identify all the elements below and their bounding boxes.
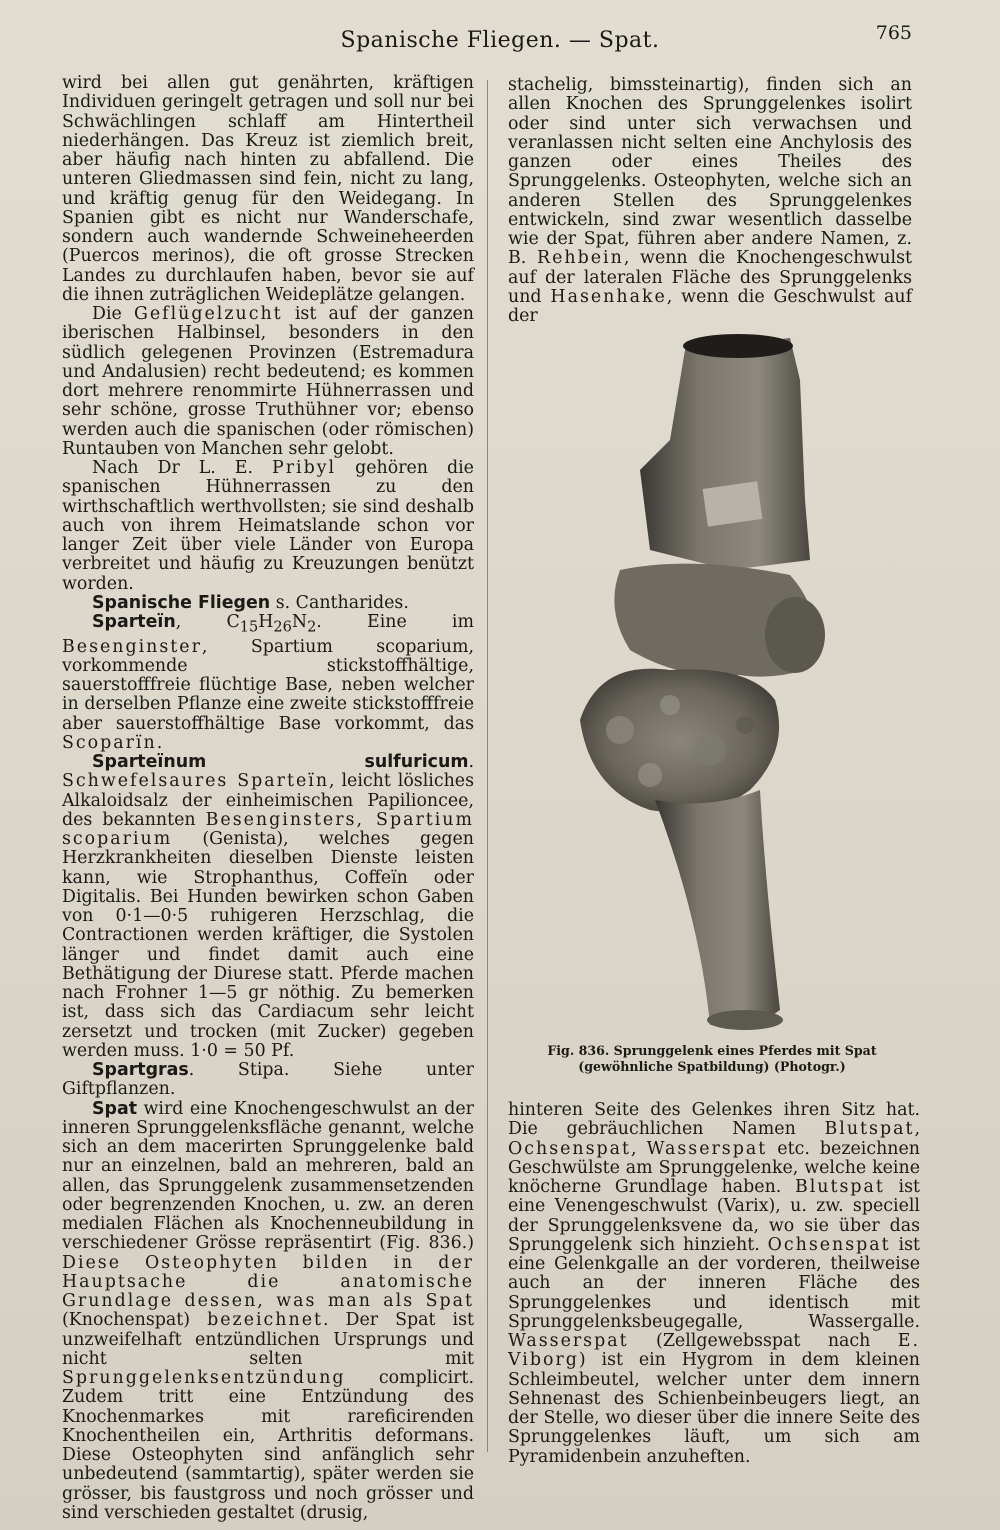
entry-text: (Knochenspat) (62, 1310, 208, 1331)
spaced-term: bezeichnet (207, 1310, 323, 1331)
right-column-top (508, 76, 912, 326)
entry-text: . Eine im (316, 612, 474, 632)
bone-upper (640, 338, 810, 570)
text: , (631, 1138, 647, 1159)
paragraph (508, 1101, 920, 1467)
paragraph (508, 76, 912, 326)
formula-subscript: 26 (273, 619, 292, 636)
lexicon-entry (62, 594, 474, 613)
entry-headword: Spartgras (92, 1060, 189, 1081)
entry-text: . (156, 732, 163, 753)
text: , (914, 1119, 920, 1140)
entry-text: s. Cantharides. (270, 592, 409, 613)
entry-text: . (468, 752, 474, 773)
bone-label (703, 481, 763, 526)
entry-headword: Spanische Fliegen (92, 592, 271, 613)
text: hinteren Seite des Gelenkes ihren Sitz hat. Die gebräuchlichen Namen (508, 1100, 920, 1140)
figure-caption: Fig. 836. Sprunggelenk eines Pferdes mit Spat (gewöhnliche Spatbildung) (Photogr.) (547, 1043, 877, 1074)
spaced-term: Geflügelzucht (134, 304, 283, 324)
spaced-term: Diese Osteophyten bilden in der Hauptsache die anatomische Grundlage dessen, was man als Spat (62, 1252, 474, 1312)
spaced-term: Besenginster (62, 636, 202, 657)
column-divider (487, 80, 488, 1452)
spaced-term: Sprunggelenksentzündung (62, 1368, 346, 1389)
spaced-term: Scoparïn (62, 732, 157, 753)
entry-text: , Spartium scoparium, vorkommende stickstoffhältige, sauerstofffreie flüchtige Base, neben welcher in derselben Pflanze eine zweite stickstofffreie aber sauerstoffhältige Base vorkommt, das (62, 636, 474, 734)
lexicon-entry (62, 1061, 474, 1100)
lexicon-entry (62, 1100, 474, 1524)
text: gehören die spanischen Hühnerrassen zu den wirthschaftlich werthvollsten; sie sind deshalb auch von ihrem Heimatslande schon vor langer Zeit über viele Länder von Europa verbreitet und häufig zu Kreuzungen benützt worden. (62, 458, 474, 594)
entry-headword: Spat (92, 1098, 138, 1119)
right-column-bottom (508, 1101, 920, 1467)
spaced-term: E. Viborg (508, 1331, 920, 1371)
page-header (0, 22, 1000, 58)
text: Nach Dr L. E. (92, 458, 273, 478)
paragraph (62, 305, 474, 459)
text: ) ist ein Hygrom in dem kleinen Schleimbeutel, welcher unter dem innern Sehnenast des Schienbeinbeugers liegt, an der Stelle, wo dieser über die innere Seite des Sprunggelenkes läuft, um sich am Pyramidenbein anzuheften. (508, 1350, 920, 1467)
bone-cavity (683, 334, 793, 358)
spaced-term: Hasenhake (550, 286, 667, 307)
spaced-term: Blutspat (824, 1119, 915, 1140)
entry-text: wird eine Knochengeschwulst an der inneren Sprunggelenksfläche genannt, welche sich an dem macerirten Sprunggelenke bald nur an einzelnen, bald an mehreren, bald an allen, das Sprunggelenk zusammensetzenden oder begrenzenden Knochen, u. zw. an deren medialen Flächen als Knochenneubildung in verschiedener Grösse repräsentirt (Fig. 836.) (62, 1098, 474, 1254)
spaced-term: Wasserspat (508, 1331, 629, 1351)
running-title: Spanische Fliegen. — Spat. (340, 28, 660, 53)
entry-text: complicirt. Zudem tritt eine Entzündung des Knochenmarkes mit rareficirenden Knochentheilen ein, Arthritis deformans. Diese Osteophyten sind anfänglich sehr unbedeutend (sammtartig), später werden sie grösser, bis faustgross und noch grösser und sind verschieden gestaltet (drusig, (62, 1368, 474, 1523)
spaced-term: Schwefelsaures Sparteïn (62, 771, 330, 792)
lexicon-entry (62, 753, 474, 1061)
left-column (62, 74, 474, 1523)
text: Die (92, 304, 134, 324)
formula-part: H (258, 612, 274, 632)
text: , wenn die Knochengeschwulst auf der lateralen Fläche des Sprunggelenks und (508, 248, 912, 307)
paragraph: wird bei allen gut genährten, kräftigen Individuen geringelt getragen und soll nur bei Schwächlingen schlaff am Hintertheil niederhängen. Das Kreuz ist ziemlich breit, aber häufig nach hinten zu abfallend. Die unteren Gliedmassen sind fein, nicht zu lang, und kräftig genug für den Weidegang. In Spanien gibt es nicht nur Wanderschafe, sondern auch wandernde Schweineheerden (Puercos merinos), die oft grosse Strecken Landes zu durchlaufen haben, bevor sie auf die ihnen zuträglichen Weideplätze gelangen. (62, 73, 474, 305)
entry-text: . Der Spat ist unzweifelhaft entzündlichen Ursprungs und nicht selten mit (62, 1310, 474, 1369)
entry-headword: Sparteïn (92, 612, 176, 632)
lexicon-entry (62, 613, 474, 753)
spaced-term: Rehbein (537, 248, 624, 269)
text: ist eine Gelenkgalle an der vorderen, theilweise auch an der inneren Fläche des Sprunggelenkes und identisch mit Sprunggelenksbeugegalle, Wassergalle. (508, 1234, 920, 1332)
spaced-term: Besenginsters, Spartium scoparium (62, 809, 474, 850)
spaced-term: Ochsenspat (508, 1138, 632, 1159)
spaced-term: Wasserspat (646, 1138, 768, 1159)
text: stachelig, bimssteinartig), finden sich an allen Knochen des Sprunggelenkes isolirt oder sind unter sich verwachsen und veranlassen nicht selten eine Anchylosis des ganzen oder eines Theiles des Sprunggelenks. Osteophyten, welche sich an anderen Stellen des Sprunggelenkes entwickeln, sind zwar wesentlich dasselbe wie der Spat, führen aber andere Namen, z. B. (508, 75, 912, 269)
entry-text: . Stipa. Siehe unter Giftpflanzen. (62, 1060, 474, 1100)
entry-headword: Sparteïnum sulfuricum (92, 752, 469, 773)
spat-exostosis (580, 669, 779, 813)
text: ist auf der ganzen iberischen Halbinsel, besonders in den südlich gelegenen Provinzen (Estremadura und Andalusien) recht bedeutend; es kommen dort mehrere renommirte Hühnerrassen und sehr schöne, grosse Truthühner vor; ebenso werden auch die spanischen (oder römischen) Runtauben von Manchen sehr gelobt. (62, 304, 475, 459)
text: , wenn die Geschwulst auf der (508, 286, 912, 326)
formula-subscript: 2 (307, 619, 317, 636)
figure-hock-joint-photo (560, 320, 920, 1040)
formula-subscript: 15 (239, 619, 259, 636)
spaced-term: Blutspat (794, 1177, 885, 1197)
cannon-bone (655, 790, 780, 1027)
formula-part: , C (175, 612, 240, 632)
text: etc. bezeichnen Geschwülste am Sprunggelenke, welche keine knöcherne Grundlage haben. (508, 1138, 920, 1197)
entry-text: , leicht lösliches Alkaloidsalz der einheimischen Papilioncee, des bekannten (62, 771, 474, 830)
paragraph (62, 459, 474, 594)
page-number: 765 (875, 22, 912, 44)
text: ist eine Venengeschwulst (Varix), u. zw. speciell der Sprunggelenksvene da, wo sie über das Sprunggelenk sich hinzieht. (508, 1177, 920, 1255)
spaced-term: Ochsenspat (767, 1234, 891, 1255)
spaced-term: Pribyl (272, 458, 337, 478)
formula-part: N (291, 612, 308, 632)
joint-condyle (765, 597, 825, 673)
entry-text: (Genista), welches gegen Herzkrankheiten dieselben Dienste leisten kann, wie Strophanthus, Coffeïn oder Digitalis. Bei Hunden bewirken schon Gaben von 0·1—0·5 ruhigeren Herzschlag, die Contractionen werden kräftiger, die Systolen länger und findet damit auch eine Bethätigung der Diurese statt. Pferde machen nach Frohner 1—5 gr nöthig. Zu bemerken ist, dass sich das Cardiacum sehr leicht zersetzt und trocken (mit Zucker) gegeben werden muss. 1·0 = 50 Pf. (62, 829, 474, 1061)
text: (Zellgewebsspat nach (628, 1331, 898, 1351)
